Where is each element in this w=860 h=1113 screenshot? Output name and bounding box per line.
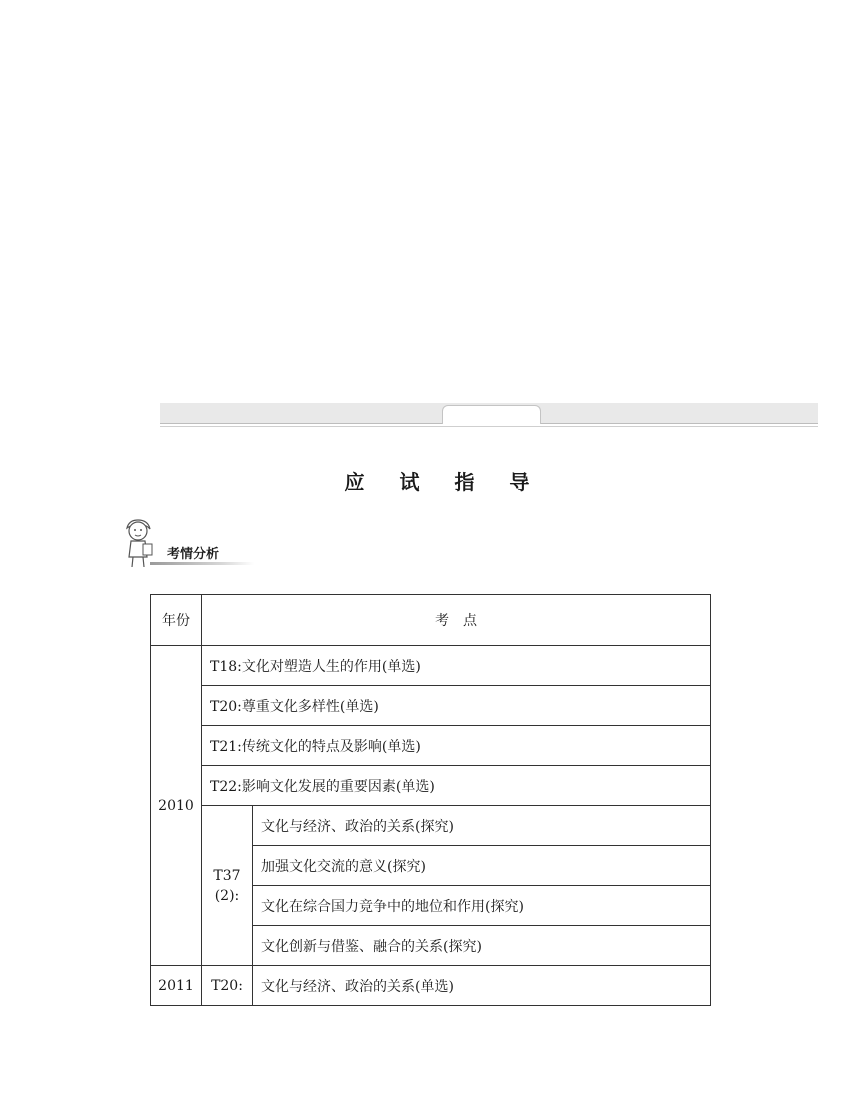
- point-cell: T22:影响文化发展的重要因素(单选): [202, 766, 711, 806]
- point-cell: 文化与经济、政治的关系(单选): [253, 966, 711, 1006]
- question-cell-t37: [202, 806, 253, 966]
- question-cell-t20: T20:: [202, 966, 253, 1006]
- point-cell: 文化在综合国力竞争中的地位和作用(探究): [253, 886, 711, 926]
- table-header-row: [151, 595, 711, 646]
- section-underline: [150, 562, 254, 565]
- question-label-line1: T37: [213, 867, 241, 884]
- table-row: [151, 966, 711, 1006]
- table-row: [151, 686, 711, 726]
- section-label: 考情分析: [167, 547, 220, 562]
- page-title: 应 试 指 导: [344, 470, 544, 494]
- point-cell: T20:尊重文化多样性(单选): [202, 686, 711, 726]
- year-cell-2010: 2010: [151, 646, 202, 966]
- point-cell: 文化与经济、政治的关系(探究): [253, 806, 711, 846]
- header-year-cell: 年份: [151, 595, 202, 646]
- point-cell: T18:文化对塑造人生的作用(单选): [202, 646, 711, 686]
- year-cell-2011: 2011: [151, 966, 202, 1006]
- question-label-line2: (2):: [214, 887, 240, 904]
- analysis-table: [150, 594, 711, 1006]
- table-row: [151, 646, 711, 686]
- point-cell: T21:传统文化的特点及影响(单选): [202, 726, 711, 766]
- table-row: [151, 766, 711, 806]
- point-cell: 文化创新与借鉴、融合的关系(探究): [253, 926, 711, 966]
- point-cell: 加强文化交流的意义(探究): [253, 846, 711, 886]
- header-tab: [442, 405, 541, 424]
- header-points-cell: 考 点: [202, 595, 711, 646]
- header-rule: [160, 426, 818, 427]
- table-row: [151, 806, 711, 846]
- table-row: [151, 726, 711, 766]
